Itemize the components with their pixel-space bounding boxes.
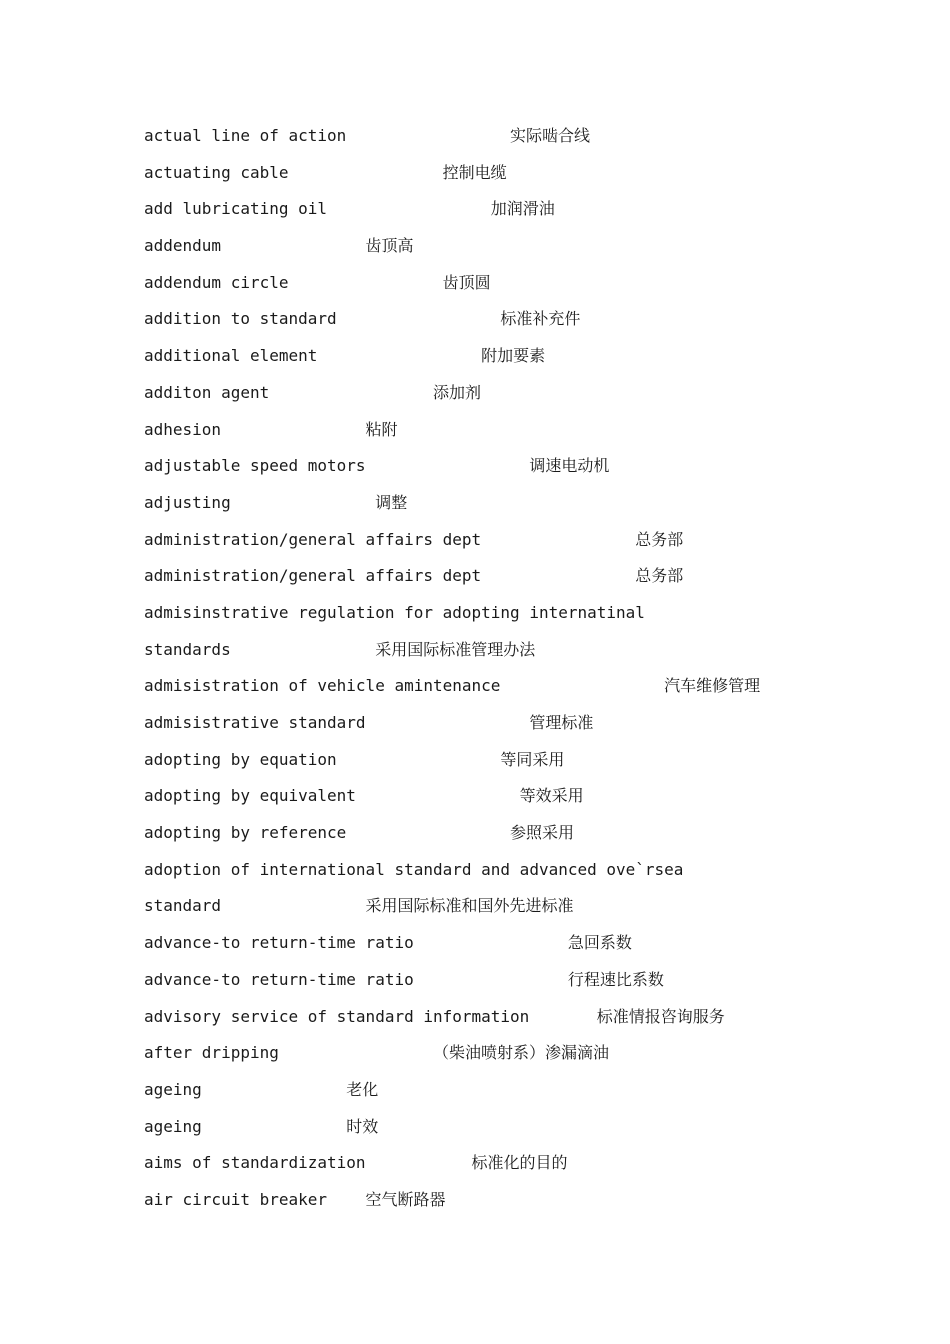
glossary-entry: adopting by equation 等同采用 <box>144 749 565 769</box>
glossary-list <box>144 122 844 1223</box>
glossary-entry: advance-to return-time ratio 急回系数 <box>144 933 632 953</box>
glossary-entry: addendum circle 齿顶圆 <box>144 272 491 292</box>
glossary-entry: admisistration of vehicle amintenance 汽车维修管理 <box>144 676 761 696</box>
glossary-entry: standard 采用国际标准和国外先进标准 <box>144 896 574 916</box>
glossary-entry: adopting by reference 参照采用 <box>144 823 575 843</box>
glossary-entry: adopting by equivalent 等效采用 <box>144 786 584 806</box>
glossary-entry: advisory service of standard information 标准情报咨询服务 <box>144 1006 725 1026</box>
glossary-entry: adjustable speed motors 调速电动机 <box>144 456 610 476</box>
glossary-entry: additon agent 添加剂 <box>144 382 481 402</box>
glossary-entry: addition to standard 标准补充件 <box>144 309 581 329</box>
glossary-entry: aims of standardization 标准化的目的 <box>144 1153 568 1173</box>
glossary-entry: add lubricating oil 加润滑油 <box>144 199 555 219</box>
glossary-entry: air circuit breaker 空气断路器 <box>144 1189 446 1209</box>
glossary-entry: advance-to return-time ratio 行程速比系数 <box>144 969 664 989</box>
glossary-entry: after dripping （柴油喷射系）渗漏滴油 <box>144 1043 609 1063</box>
glossary-entry: administration/general affairs dept 总务部 <box>144 566 684 586</box>
glossary-entry: admisistrative standard 管理标准 <box>144 713 594 732</box>
glossary-entry: ageing 时效 <box>144 1116 379 1136</box>
glossary-entry: actual line of action 实际啮合线 <box>144 126 591 145</box>
glossary-entry: actuating cable 控制电缆 <box>144 162 507 182</box>
glossary-entry: admisinstrative regulation for adopting internatinal <box>144 602 645 622</box>
glossary-entry: additional element 附加要素 <box>144 346 546 366</box>
glossary-entry: adoption of international standard and advanced ove`rsea <box>144 859 684 879</box>
glossary-entry: adhesion 粘附 <box>144 419 398 439</box>
glossary-entry: addendum 齿顶高 <box>144 236 414 256</box>
glossary-entry: ageing 老化 <box>144 1079 379 1099</box>
glossary-entry: standards 采用国际标准管理办法 <box>144 639 536 659</box>
glossary-entry: adjusting 调整 <box>144 492 408 512</box>
glossary-entry: administration/general affairs dept 总务部 <box>144 529 684 549</box>
